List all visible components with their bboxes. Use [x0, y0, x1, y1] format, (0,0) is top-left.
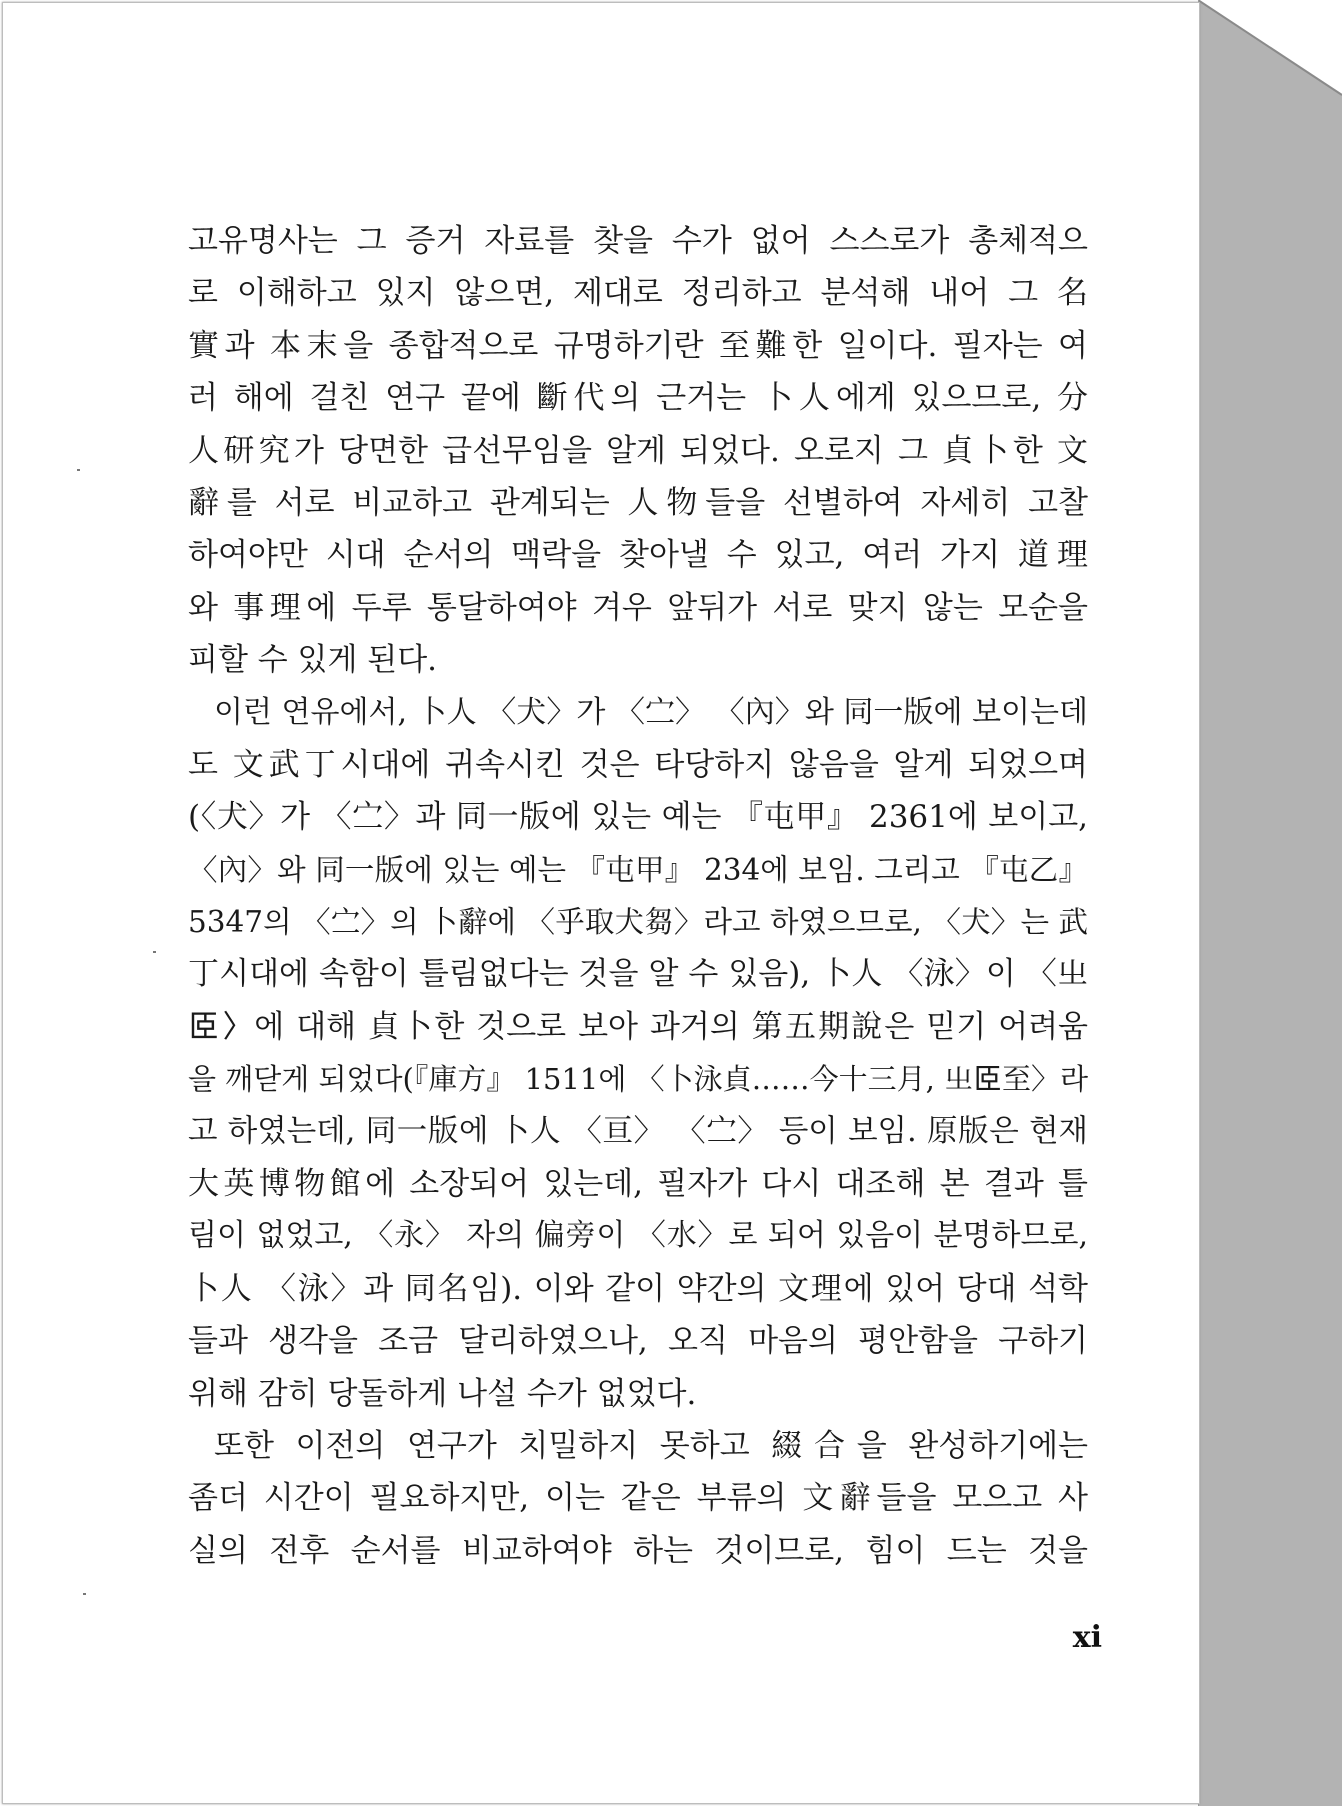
text-line: 辭를 서로 비교하고 관계되는 人物들을 선별하여 자세히 고찰 [188, 484, 1088, 521]
scan-speck [83, 1593, 86, 1595]
page-number: xi [1072, 1620, 1102, 1655]
text-line: 좀더 시간이 필요하지만, 이는 같은 부류의 文辭들을 모으고 사 [188, 1480, 1088, 1517]
text-line: 고 하였는데, 同一版에 卜人 〈亘〉 〈㝉〉 등이 보임. 原版은 현재 [188, 1113, 1088, 1149]
text-line: 丁시대에 속함이 틀림없다는 것을 알 수 있음), 卜人 〈泳〉이 〈㞢 [188, 956, 1088, 993]
text-line: 실의 전후 순서를 비교하여야 하는 것이므로, 힘이 드는 것을 [188, 1532, 1088, 1569]
page-stack-edge [1198, 0, 1342, 1806]
text-line: 또한 이전의 연구가 치밀하지 못하고 綴合을 완성하기에는 [214, 1427, 1088, 1464]
text-line: 〈內〉와 同一版에 있는 예는 『屯甲』 234에 보임. 그리고 『屯乙』 [188, 852, 1088, 887]
text-line: 𦣞〉에 대해 貞卜한 것으로 보아 과거의 第五期說은 믿기 어려움 [188, 1008, 1088, 1045]
text-line: 림이 없었고, 〈永〉 자의 偏旁이 〈水〉로 되어 있음이 분명하므로, [188, 1218, 1088, 1254]
text-line: 5347의 〈㝉〉의 卜辭에 〈乎取犬芻〉라고 하였으므로, 〈犬〉는 武 [188, 905, 1088, 940]
text-line: 들과 생각을 조금 달리하였으나, 오직 마음의 평안함을 구하기 [188, 1323, 1088, 1360]
text-line: 피할 수 있게 된다. [188, 642, 438, 679]
text-line: 로 이해하고 있지 않으면, 제대로 정리하고 분석해 내어 그 名 [188, 275, 1088, 312]
text-line: 卜人 〈泳〉과 同名임). 이와 같이 약간의 文理에 있어 당대 석학 [188, 1270, 1088, 1307]
text-line: 도 文武丁시대에 귀속시킨 것은 타당하지 않음을 알게 되었으며 [188, 746, 1088, 783]
text-line: 을 깨닫게 되었다(『庫方』 1511에 〈卜泳貞……今十三月, 㞢𦣞至〉라 [188, 1062, 1089, 1097]
text-line: (〈犬〉가 〈㝉〉과 同一版에 있는 예는 『屯甲』 2361에 보이고, [188, 799, 1088, 836]
text-line: 하여야만 시대 순서의 맥락을 찾아낼 수 있고, 여러 가지 道理 [188, 537, 1088, 574]
body-text [188, 215, 1088, 1577]
text-line: 實과 本末을 종합적으로 규명하기란 至難한 일이다. 필자는 여 [188, 327, 1088, 364]
scan-speck [153, 951, 156, 953]
text-line: 와 事理에 두루 통달하여야 겨우 앞뒤가 서로 맞지 않는 모순을 [188, 589, 1088, 626]
text-line: 위해 감히 당돌하게 나설 수가 없었다. [188, 1375, 697, 1412]
scan-speck [77, 469, 80, 471]
text-line: 大英博物館에 소장되어 있는데, 필자가 다시 대조해 본 결과 틀 [188, 1166, 1088, 1203]
text-line: 고유명사는 그 증거 자료를 찾을 수가 없어 스스로가 총체적으 [188, 223, 1088, 259]
text-line: 이런 연유에서, 卜人 〈犬〉가 〈㝉〉 〈內〉와 同一版에 보이는데 [214, 694, 1088, 730]
text-line: 러 해에 걸친 연구 끝에 斷代의 근거는 卜人에게 있으므로, 分 [188, 380, 1088, 417]
text-line: 人研究가 당면한 급선무임을 알게 되었다. 오로지 그 貞卜한 文 [188, 432, 1088, 469]
